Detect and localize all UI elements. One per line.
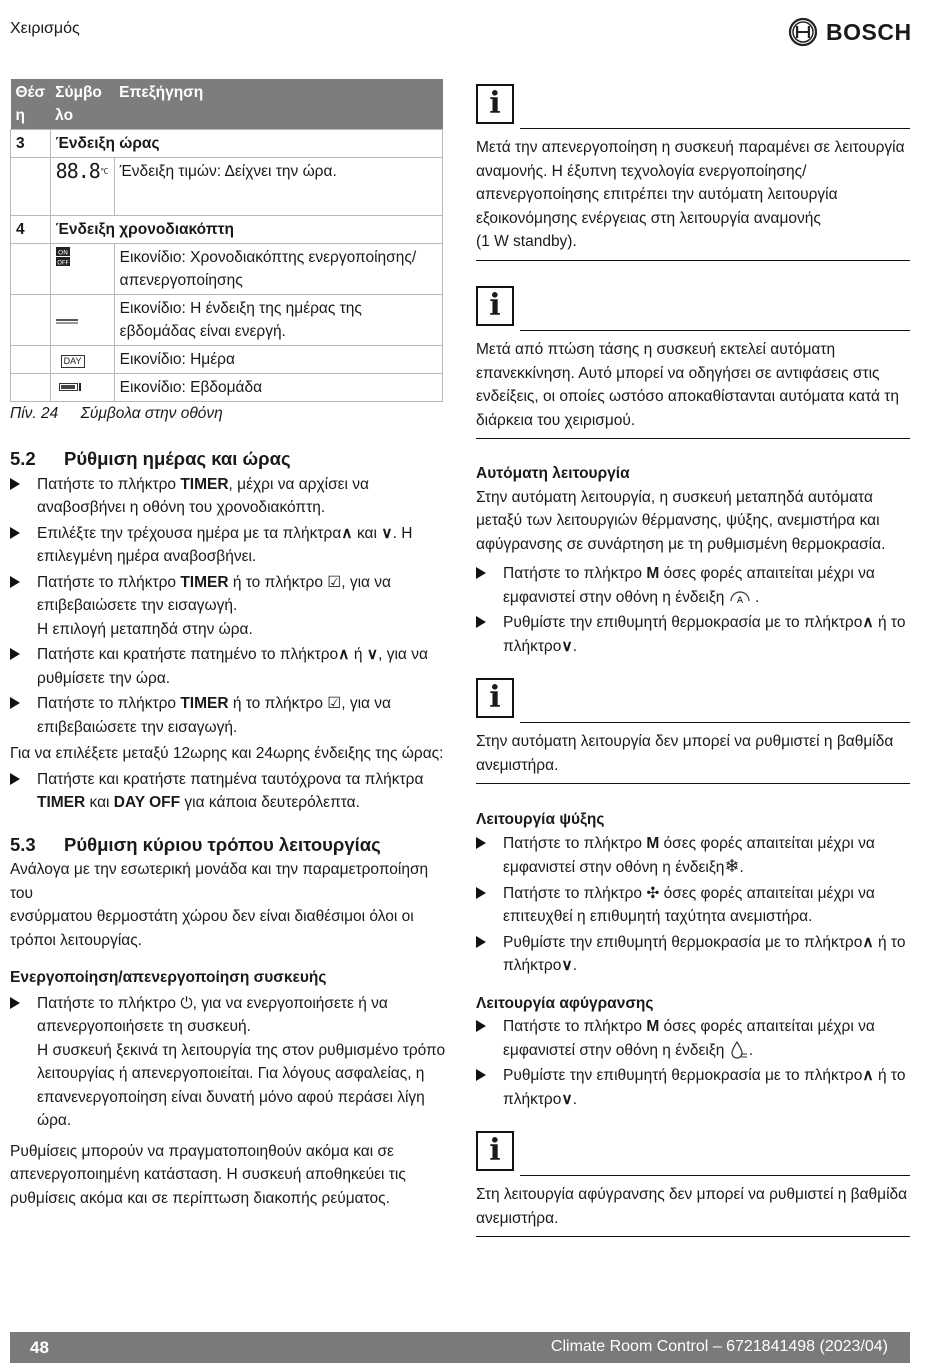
section-title: Χειρισμός xyxy=(10,20,80,37)
row-pos-empty xyxy=(11,244,51,295)
list-item: Πατήστε το πλήκτρο TIMER ή το πλήκτρο ☑, για να επιβεβαιώσετε την εισαγωγή. xyxy=(10,692,450,739)
section-title-text: Ρύθμιση ημέρας και ώρας xyxy=(64,448,291,469)
info-box-standby: i Μετά την απενεργοποίηση η συσκευή παραμένει σε λειτουργία αναμονής. Η έξυπνη τεχνολογία ενεργοποίησης/ απενεργοποίησης επιτρέπει την αυτόματη λειτουργία εξοικονόμησης ενέργειας στη λειτουργία αναμονής (1 W standby). xyxy=(476,84,910,261)
subheading-auto: Αυτόματη λειτουργία xyxy=(476,465,630,482)
bullet-arrow-icon xyxy=(10,697,20,709)
info-box-auto-fan: i Στην αυτόματη λειτουργία δεν μπορεί να ρυθμιστεί η βαθμίδα ανεμιστήρα. xyxy=(476,678,910,784)
caption-text: Σύμβολα στην οθόνη xyxy=(80,405,223,422)
list-item: Πατήστε το πλήκτρο M όσες φορές απαιτείται μέχρι να εμφανιστεί στην οθόνη η ένδειξη A . xyxy=(476,562,916,609)
bosch-armature-icon xyxy=(788,17,818,47)
auto-mode-icon xyxy=(729,589,751,605)
down-key-icon: ∨ xyxy=(561,957,573,974)
row-pos-empty xyxy=(11,374,51,402)
up-key-icon: ∧ xyxy=(862,933,874,951)
row-text: Εικονίδιο: Η ένδειξη της ημέρας της εβδομάδας είναι ενεργή. xyxy=(114,295,442,346)
down-key-icon: ∨ xyxy=(366,646,379,663)
list-item: Πατήστε το πλήκτρο TIMER, μέχρι να αρχίσει να αναβοσβήνει η οθόνη του χρονοδιακόπτη. xyxy=(10,473,450,520)
row-text: Εικονίδιο: Ημέρα xyxy=(114,346,442,374)
auto-mode-section xyxy=(476,462,916,658)
bullet-arrow-icon xyxy=(476,887,486,899)
left-column xyxy=(10,447,450,1210)
bullet-arrow-icon xyxy=(10,997,20,1009)
dehumidify-drop-icon xyxy=(729,1040,749,1060)
table-row xyxy=(11,158,443,216)
info-box-dehumidify-fan: i Στη λειτουργία αφύγρανσης δεν μπορεί να ρυθμιστεί η βαθμίδα ανεμιστήρα. xyxy=(476,1131,910,1237)
info-icon: i xyxy=(476,678,514,718)
row-symbol xyxy=(50,158,114,216)
bullet-arrow-icon xyxy=(10,478,20,490)
row-symbol xyxy=(50,374,114,402)
paragraph: Ρυθμίσεις μπορούν να πραγματοποιηθούν ακόμα και σε απενεργοποιημένη κατάσταση. Η συσκευή αποθηκεύει τις ρυθμίσεις ακόμα και σε περίπτωση διακοπής ρεύματος. xyxy=(10,1142,406,1207)
power-icon: ⏻ xyxy=(180,994,193,1012)
paragraph: Στην αυτόματη λειτουργία, η συσκευή μεταπηδά αυτόματα μεταξύ των λειτουργιών θέρμανσης, ψύξης, ανεμιστήρα και αφύγρανσης σε συνάρτηση με τη ρυθμισμένη θερμοκρασία. xyxy=(476,488,886,553)
info-icon: i xyxy=(476,1131,514,1171)
row-text: Εικονίδιο: Εβδομάδα xyxy=(114,374,442,402)
table-row xyxy=(11,244,443,295)
table-row xyxy=(11,346,443,374)
up-key-icon: ∧ xyxy=(341,524,353,542)
section-5-3-heading xyxy=(10,833,450,857)
list-item: Ρυθμίστε την επιθυμητή θερμοκρασία με το πλήκτρο∧ ή το πλήκτρο∨. xyxy=(476,611,916,658)
subheading-dehumidify: Λειτουργία αφύγρανσης xyxy=(476,994,654,1012)
digit-display-icon: $88.8^{^\circ C}$ xyxy=(55,159,108,183)
paragraph: Για να επιλέξετε μεταξύ 12ωρης και 24ωρης ένδειξης της ώρας: xyxy=(10,745,444,762)
row-pos-empty xyxy=(11,158,51,216)
subheading-onoff: Ενεργοποίηση/απενεργοποίηση συσκευής xyxy=(10,969,327,986)
fan-icon: ✣ xyxy=(646,884,660,902)
row-title: Ένδειξη χρονοδιακόπτη xyxy=(50,216,442,244)
table-row xyxy=(11,374,443,402)
brand-name: BOSCH xyxy=(826,18,912,45)
info-icon: i xyxy=(476,84,514,124)
down-key-icon: ∨ xyxy=(561,637,573,655)
list-item: Πατήστε το πλήκτρο ⏻, για να ενεργοποιήσετε ή να απενεργοποιήσετε τη συσκευή. Η συσκευή ξεκινά τη λειτουργία της στον ρυθμισμένο τρόπο λειτουργίας ή απενεργοποιείται. Για λόγους ασφαλείας, η επανενεργοποίηση είναι δυνατή μόνο αφού περάσει λίγη ώρα. xyxy=(10,992,450,1133)
bullet-arrow-icon xyxy=(476,616,486,628)
section-number: 5.2 xyxy=(10,448,36,469)
confirm-key-icon: ☑ xyxy=(327,695,342,712)
cooling-section xyxy=(476,808,916,1111)
svg-text:A: A xyxy=(736,596,743,606)
row-title: Ένδειξη ώρας xyxy=(50,130,442,158)
brand-logo xyxy=(788,17,912,47)
info-icon: i xyxy=(476,286,514,326)
row-pos: 3 xyxy=(11,130,51,158)
row-text: Εικονίδιο: Χρονοδιακόπτης ενεργοποίησης/ απενεργοποίησης xyxy=(114,244,442,295)
section-number: 5.3 xyxy=(10,833,36,855)
list-item: Πατήστε το πλήκτρο M όσες φορές απαιτείται μέχρι να εμφανιστεί στην οθόνη η ένδειξη . xyxy=(476,1015,916,1062)
on-off-timer-icon xyxy=(56,246,72,268)
svg-text:ON: ON xyxy=(57,248,68,257)
bullet-arrow-icon xyxy=(10,648,20,660)
weekday-bar-icon xyxy=(56,319,78,325)
table-header-row xyxy=(11,79,443,130)
down-key-icon: ∨ xyxy=(561,1090,573,1108)
col-header-pos: Θέσ η xyxy=(11,79,51,130)
bullet-arrow-icon xyxy=(476,1020,486,1032)
list-item: Πατήστε και κρατήστε πατημένο το πλήκτρο∧ ή ∨, για να ρυθμίσετε την ώρα. xyxy=(10,643,450,690)
col-header-explanation: Επεξήγηση xyxy=(114,79,442,130)
row-symbol xyxy=(50,346,114,374)
svg-text:OFF: OFF xyxy=(56,259,69,267)
bullet-arrow-icon xyxy=(476,567,486,579)
symbol-table xyxy=(10,79,443,402)
up-key-icon: ∧ xyxy=(862,614,874,631)
down-key-icon: ∨ xyxy=(381,524,393,542)
list-item: Πατήστε το πλήκτρο TIMER ή το πλήκτρο ☑, για να επιβεβαιώσετε την εισαγωγή. Η επιλογή μεταπηδά στην ώρα. xyxy=(10,571,450,642)
bullet-arrow-icon xyxy=(476,936,486,948)
row-symbol xyxy=(50,244,114,295)
info-box-restart: i Μετά από πτώση τάσης η συσκευή εκτελεί αυτόματη επανεκκίνηση. Αυτό μπορεί να οδηγήσει σε αντιφάσεις στις ενδείξεις, οι οποίες ωστόσο αποκαθίστανται αυτόματα κατά τη διάρκεια του χειρισμού. xyxy=(476,286,910,439)
subheading-cooling: Λειτουργία ψύξης xyxy=(476,811,605,828)
row-symbol xyxy=(50,295,114,346)
list-item: Πατήστε και κρατήστε πατημένα ταυτόχρονα τα πλήκτρα TIMER και DAY OFF για κάποια δευτερόλεπτα. xyxy=(10,768,450,815)
table-row xyxy=(11,130,443,158)
list-item: Ρυθμίστε την επιθυμητή θερμοκρασία με το πλήκτρο∧ ή το πλήκτρο∨. xyxy=(476,1064,916,1111)
page-footer xyxy=(10,1332,910,1363)
row-text: Ένδειξη τιμών: Δείχνει την ώρα. xyxy=(114,158,442,216)
list-item: Πατήστε το πλήκτρο ✣ όσες φορές απαιτείται μέχρι να επιτευχθεί η επιθυμητή ταχύτητα ανεμιστήρα. xyxy=(476,882,916,929)
bullet-arrow-icon xyxy=(10,576,20,588)
day-icon: DAY xyxy=(61,355,85,368)
bullet-arrow-icon xyxy=(476,837,486,849)
list-item: Πατήστε το πλήκτρο M όσες φορές απαιτείται μέχρι να εμφανιστεί στην οθόνη η ένδειξη❄. xyxy=(476,832,916,880)
paragraph: Ανάλογα με την εσωτερική μονάδα και την παραμετροποίηση του ενσύρματου θερμοστάτη χώρου δεν είναι διαθέσιμοι όλοι οι τρόποι λειτουργίας. xyxy=(10,861,429,949)
document-id: Climate Room Control – 6721841498 (2023/04) xyxy=(550,1338,888,1355)
caption-number: Πίν. 24 xyxy=(10,405,59,422)
bullet-arrow-icon xyxy=(10,527,20,539)
section-5-2-heading xyxy=(10,447,450,471)
list-item: Ρυθμίστε την επιθυμητή θερμοκρασία με το πλήκτρο∧ ή το πλήκτρο∨. xyxy=(476,931,916,978)
page-number: 48 xyxy=(30,1338,49,1357)
table-row xyxy=(11,216,443,244)
table-row xyxy=(11,295,443,346)
bullet-arrow-icon xyxy=(10,773,20,785)
table-caption xyxy=(10,405,223,423)
up-key-icon: ∧ xyxy=(338,646,350,663)
row-pos-empty xyxy=(11,295,51,346)
row-pos: 4 xyxy=(11,216,51,244)
week-icon xyxy=(59,382,83,392)
col-header-symbol: Σύμβο λο xyxy=(50,79,114,130)
snowflake-icon: ❄ xyxy=(724,856,740,876)
list-item: Επιλέξτε την τρέχουσα ημέρα με τα πλήκτρα∧ και ∨. Η επιλεγμένη ημέρα αναβοσβήνει. xyxy=(10,522,450,569)
row-pos-empty xyxy=(11,346,51,374)
bullet-arrow-icon xyxy=(476,1069,486,1081)
up-key-icon: ∧ xyxy=(862,1067,874,1084)
confirm-key-icon: ☑ xyxy=(327,573,342,591)
section-title-text: Ρύθμιση κύριου τρόπου λειτουργίας xyxy=(64,833,381,855)
